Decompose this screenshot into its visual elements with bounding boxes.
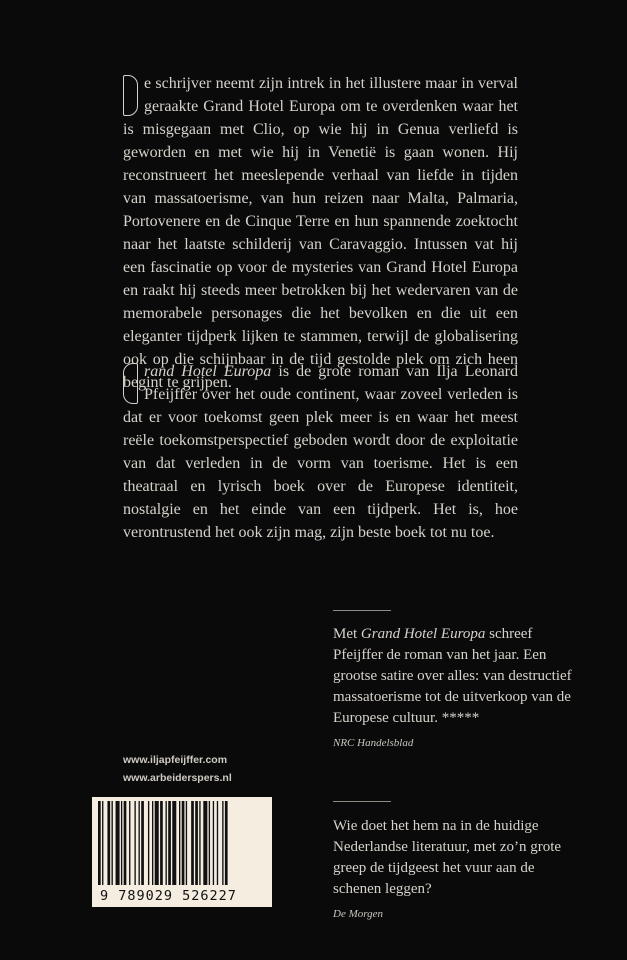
isbn-barcode [92, 797, 272, 907]
barcode-bars-icon [92, 797, 272, 889]
barcode-bar [129, 801, 130, 885]
barcode-bar [186, 801, 187, 885]
divider-rule-1 [333, 610, 391, 611]
review-quote-demorgen [333, 816, 573, 925]
barcode-bar [124, 801, 127, 885]
barcode-bar [155, 801, 159, 885]
barcode-bar [160, 801, 163, 885]
blurb-text-2: is de grote roman van Ilja Leonard Pfeijffer over het oude continent, waar zoveel verleden is dat er voor toekomst geen plek meer is en waar het meest reële toekomstperspectief geboden wordt door de exploitatie van dat verleden in de vorm van toerisme. Het is een theatraal en lyrisch boek over de Europese identiteit, nostalgie en het einde van een tijdperk. Het is, hoe verontrustend het ook zijn mag, zijn beste boek tot nu toe. [123, 363, 518, 541]
quote1-pre: Met [333, 626, 361, 642]
barcode-bar [213, 801, 214, 885]
barcode-bar [168, 801, 171, 885]
barcode-bar [199, 801, 200, 885]
blurb-paragraph-2 [123, 360, 518, 544]
barcode-bar [166, 801, 167, 885]
barcode-bar [107, 801, 110, 885]
barcode-bar [217, 801, 218, 885]
quote2-source: De Morgen [333, 908, 383, 920]
barcode-bar [134, 801, 135, 885]
barcode-bar [225, 801, 228, 885]
quote1-title: Grand Hotel Europa [360, 626, 486, 642]
barcode-bar [102, 801, 103, 885]
blurb-text-1: e schrijver neemt zijn intrek in het illustere maar in verval geraakte Grand Hotel Europa om te overdenken waar het is misgegaan met Clio, op wie hij in Genua verliefd is geworden en met wie hij in Venetië is gaan wonen. Hij reconstrueert het meeslepende verhaal van liefde in tijden van massatoerisme, van hun reizen naar Malta, Palmaria, Portovenere en de Cinque Terre en hun spannende zoektocht naar het laatste schilderij van Caravaggio. Intussen vat hij een fascinatie op voor de mysteries van Grand Hotel Europa en raakt hij steeds meer betrokken bij het wedervaren van de memorabele personages die het bevolken en die uit een eleganter tijdperk lijken te stammen, terwijl de globalisering ook op die schijnbaar in de tijd gestolde plek om zich heen begint te grijpen. [123, 75, 518, 391]
barcode-bar [141, 801, 144, 885]
barcode-bar [116, 801, 120, 885]
barcode-bar [191, 801, 194, 885]
drop-cap-g [123, 363, 138, 404]
book-title-italic: rand Hotel Europa [144, 363, 272, 380]
barcode-bar [98, 801, 101, 885]
drop-cap-d [123, 75, 138, 116]
barcode-bar [222, 801, 223, 885]
barcode-bar [139, 801, 140, 885]
barcode-bar [203, 801, 207, 885]
quote1-source: NRC Handelsblad [333, 737, 414, 749]
quote1-text: schreef Pfeijffer de roman van het jaar. Een grootse satire over alles: van destructief massatoerisme tot de uitverkoop van de Europese cultuur. ***** [333, 626, 572, 726]
isbn-number: 9 789029 526227 [100, 888, 237, 904]
barcode-bar [121, 801, 122, 885]
barcode-bar [179, 801, 180, 885]
barcode-bar [182, 801, 185, 885]
barcode-bar [209, 801, 210, 885]
barcode-bar [148, 801, 149, 885]
barcode-bar [152, 801, 153, 885]
divider-rule-2 [333, 801, 391, 802]
author-website-link[interactable]: www.iljapfeijffer.com [123, 754, 228, 766]
barcode-bar [195, 801, 198, 885]
publisher-website-link[interactable]: www.arbeiderspers.nl [123, 772, 232, 784]
review-quote-nrc [333, 624, 573, 754]
barcode-bar [172, 801, 176, 885]
barcode-bar [112, 801, 113, 885]
blurb-paragraph-1 [123, 72, 518, 394]
quote2-text: Wie doet het hem na in de huidige Nederlandse literatuur, met zo’n grote greep de tijdgeest het vuur aan de schenen leggen? [333, 818, 562, 897]
